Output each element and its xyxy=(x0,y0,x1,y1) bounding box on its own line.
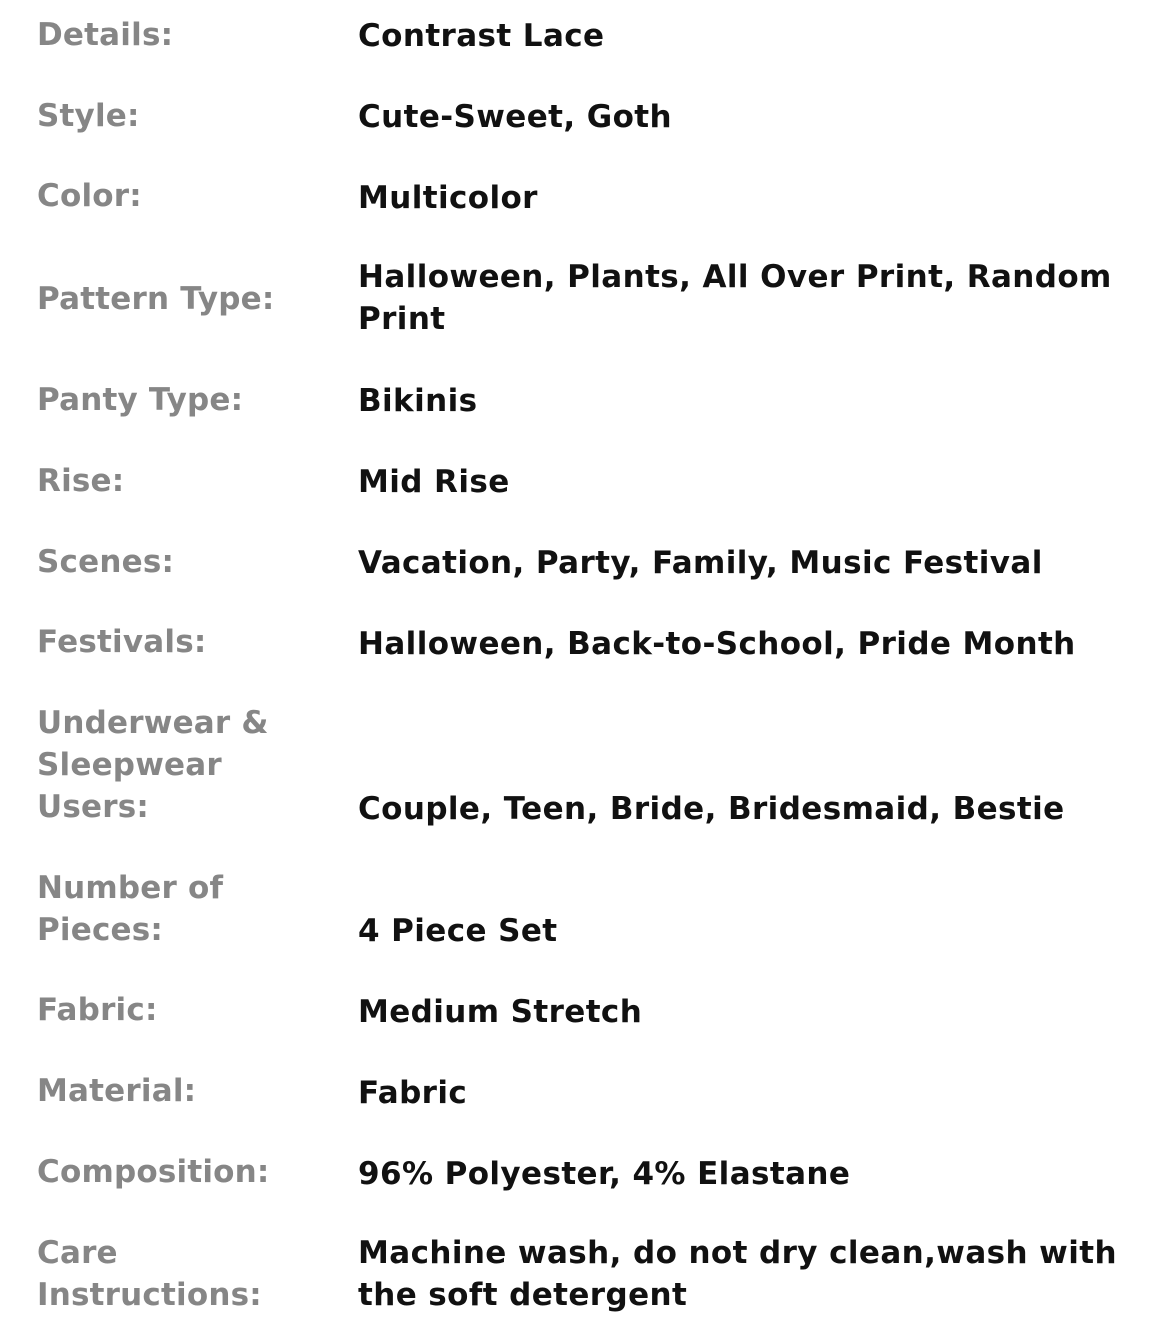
spec-label: Festivals: xyxy=(37,624,207,660)
spec-label: Rise: xyxy=(37,463,125,499)
spec-label: Underwear & Sleepwear Users: xyxy=(37,705,269,825)
spec-value: Mid Rise xyxy=(358,464,510,500)
spec-label: Style: xyxy=(37,98,140,134)
spec-label: Scenes: xyxy=(37,544,175,580)
spec-label: Material: xyxy=(37,1073,197,1109)
spec-value: 4 Piece Set xyxy=(358,913,558,949)
spec-value: Contrast Lace xyxy=(358,18,605,54)
spec-label: Pattern Type: xyxy=(37,281,275,317)
spec-label: Composition: xyxy=(37,1154,270,1190)
spec-value: Couple, Teen, Bride, Bridesmaid, Bestie xyxy=(358,791,1065,827)
spec-value: 96% Polyester, 4% Elastane xyxy=(358,1156,851,1192)
spec-label: Care Instructions: xyxy=(37,1235,262,1313)
spec-value: Halloween, Back-to-School, Pride Month xyxy=(358,626,1076,662)
spec-label: Panty Type: xyxy=(37,382,244,418)
spec-value: Medium Stretch xyxy=(358,994,643,1030)
spec-label: Color: xyxy=(37,178,142,214)
spec-value: Fabric xyxy=(358,1075,468,1111)
spec-value: Cute-Sweet, Goth xyxy=(358,99,672,135)
spec-value: Vacation, Party, Family, Music Festival xyxy=(358,545,1043,581)
spec-value: Machine wash, do not dry clean,wash with the soft detergent xyxy=(358,1235,1117,1313)
spec-label: Fabric: xyxy=(37,992,158,1028)
spec-label: Details: xyxy=(37,17,174,53)
spec-value: Halloween, Plants, All Over Print, Random Print xyxy=(358,259,1112,337)
spec-label: Number of Pieces: xyxy=(37,870,224,948)
spec-value: Multicolor xyxy=(358,180,538,216)
spec-value: Bikinis xyxy=(358,383,478,419)
